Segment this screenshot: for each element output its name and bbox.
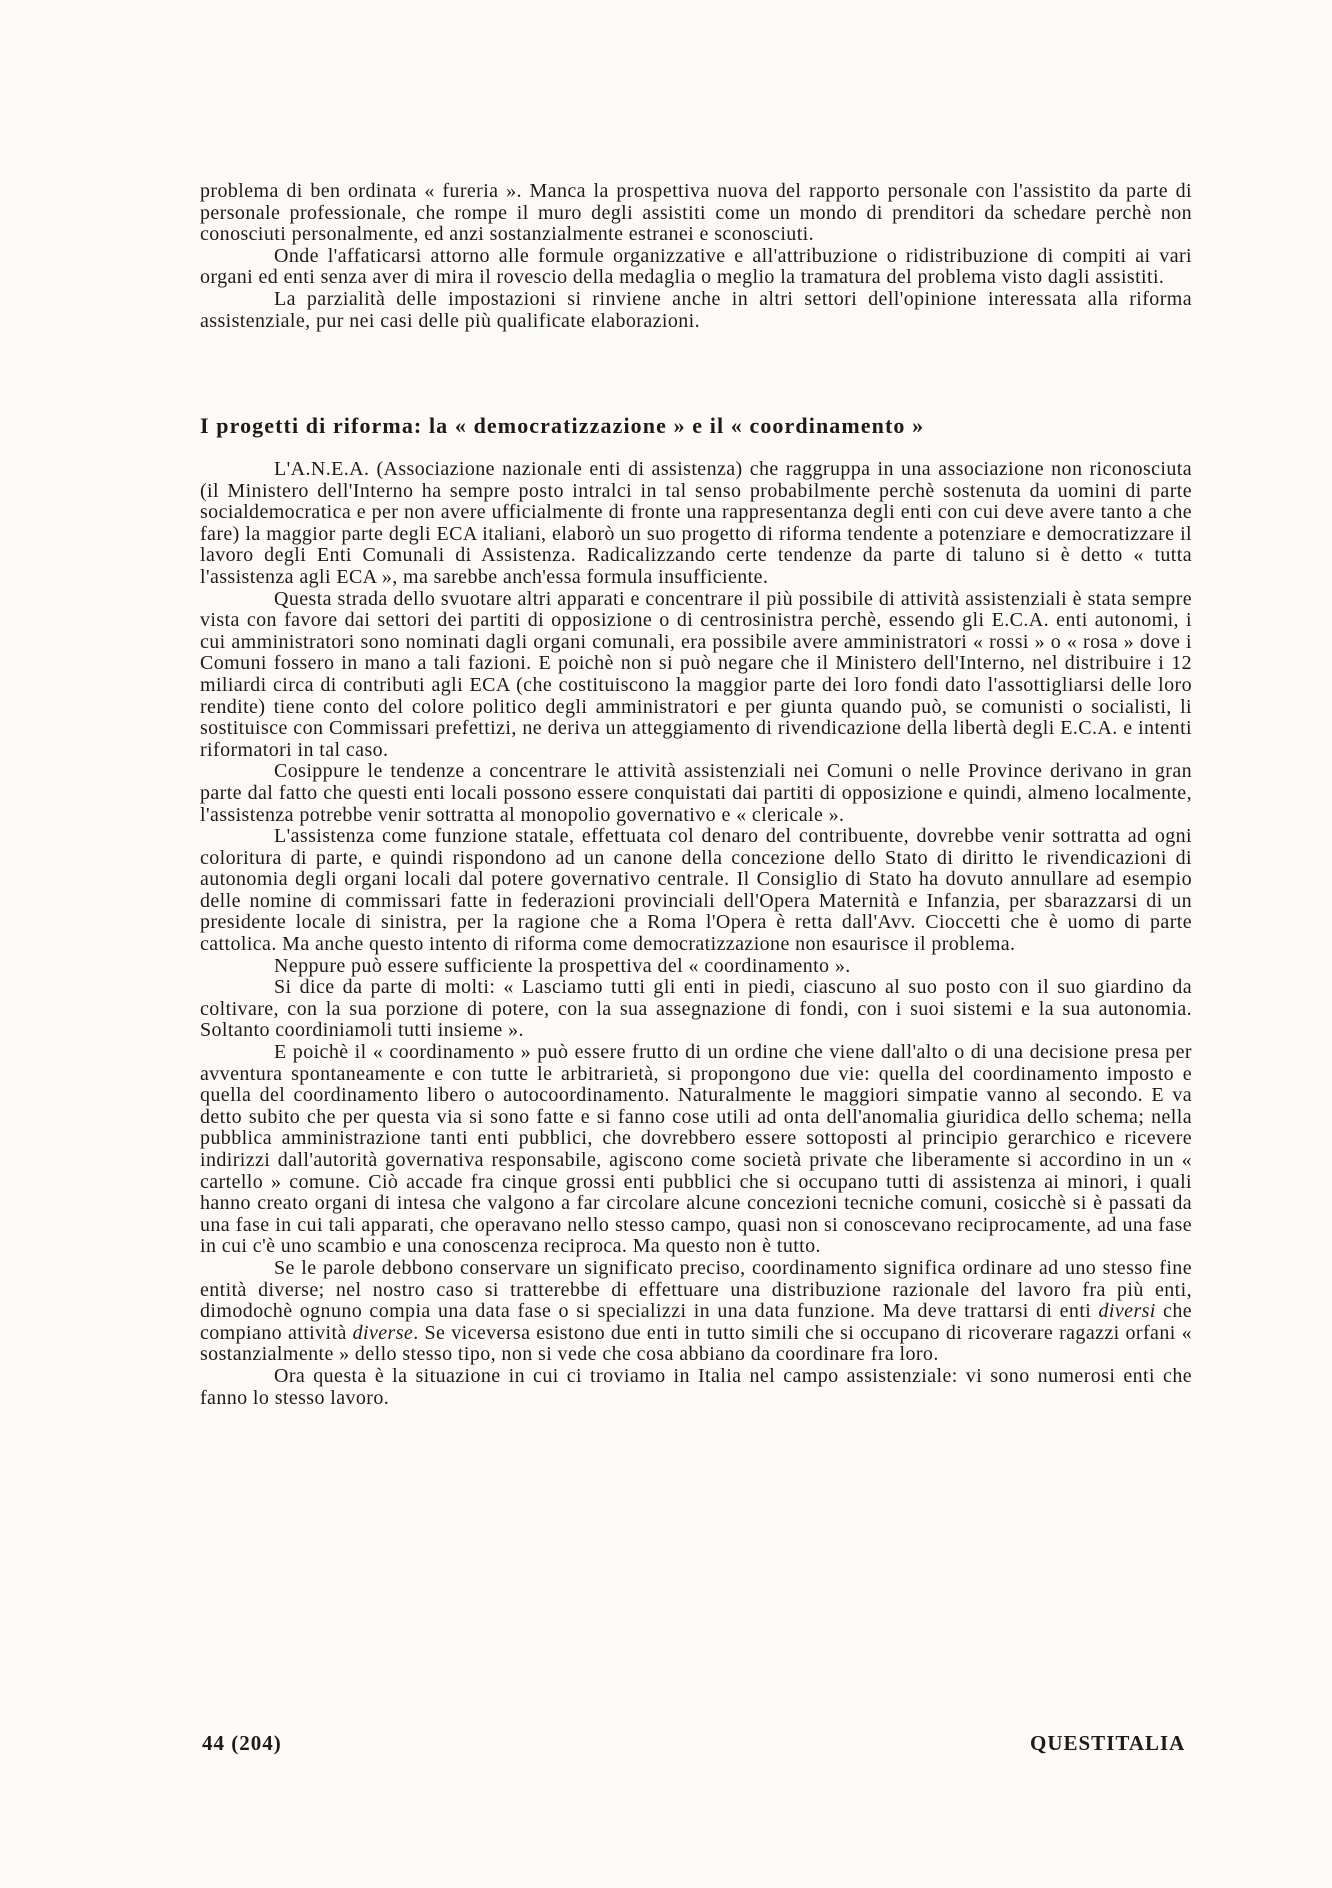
body-paragraph-7: E poichè il « coordinamento » può essere frutto di un ordine che viene dall'alto o di una decisione presa per avventura spontaneamente e con tutte le arbitrarietà, si propongono due vie: quella del coordinamento imposto e quella del coordinamento libero o autocoordinamento. Naturalmente le maggiori simpatie vanno al secondo. E va detto subito che per questa via si sono fatte e si fanno cose utili ad onta dell'anomalia giuridica dello schema; nella pubblica amministrazione tanti enti pubblici, che dovrebbero essere sottoposti al principio gerarchico e ricevere indirizzi dall'autorità governativa responsabile, agiscono come società private che liberamente si accordino in un « cartello » comune. Ciò accade fra cinque grossi enti pubblici che si occupano tutti di assistenza ai minori, i quali hanno creato organi di intesa che valgono a far circolare alcune concezioni tecniche comuni, cosicchè si è passati da una fase in cui tali apparati, che operavano nello stesso campo, quasi non si conoscevano reciprocamente, ad una fase in cui c'è uno scambio e una conoscenza reciproca. Ma questo non è tutto. (200, 1041, 1192, 1258)
main-body (200, 459, 1192, 1409)
body-paragraph-3: Cosippure le tendenze a concentrare le attività assistenziali nei Comuni o nelle Province derivano in gran parte dal fatto che questi enti locali possono essere conquistati dai partiti di opposizione e quindi, almeno localmente, l'assistenza potrebbe venir sottratta al monopolio governativo e « clericale ». (200, 760, 1192, 826)
emphasis-word: diverse (352, 1321, 414, 1344)
body-paragraph-8 (200, 1258, 1192, 1366)
paragraph-text: . Se viceversa esistono due enti in tutto simili che si occupano di ricoverare ragazzi orfani « sostanzialmente » dello stesso tipo, non si vede che cosa abbiano da coordinare fra loro. (200, 1321, 1192, 1366)
body-paragraph-5: Neppure può essere sufficiente la prospettiva del « coordinamento ». (274, 954, 851, 977)
body-paragraph-4: L'assistenza come funzione statale, effettuata col denaro del contribuente, dovrebbe venir sottratta ad ogni coloritura di parte, e quindi rispondono ad un canone della concezione dello Stato di diritto le rivendicazioni di autonomia degli organi locali dal potere governativo centrale. Il Consiglio di Stato ha dovuto annullare ad esempio delle nomine di commissari fatte in federazioni provinciali dell'Opera Maternità e Infanzia, per sbarazzarsi di un presidente locale di sinistra, per la ragione che a Roma l'Opera è retta dall'Avv. Cioccetti che è uomo di parte cattolica. Ma anche questo intento di riforma come democratizzazione non esaurisce il problema. (200, 825, 1192, 956)
body-paragraph-2: Questa strada dello svuotare altri apparati e concentrare il più possibile di attività assistenziali è stata sempre vista con favore dai settori dei partiti di opposizione o di centrosinistra perchè, essendo gli E.C.A. enti autonomi, i cui amministratori sono nominati dagli organi comunali, era possibile avere amministratori « rossi » o « rosa » dove i Comuni fossero in mano a tali fazioni. E poichè non si può negare che il Ministero dell'Interno, nel distribuire i 12 miliardi circa di contributi agli ECA (che costituiscono la maggior parte dei loro fondi dato l'assottigliarsi delle loro rendite) tiene conto del colore politico degli amministratori e per giunta quando può, se comunisti o socialisti, li sostituisce con Commissari prefettizi, ne deriva un atteggiamento di rivendicazione della libertà degli E.C.A. e intenti riformatori in tal caso. (200, 587, 1192, 761)
intro-paragraph-2: Onde l'affaticarsi attorno alle formule organizzative e all'attribuzione o ridistribuzione di compiti ai vari organi ed enti senza aver di mira il rovescio della medaglia o meglio la tramatura del problema visto dagli assistiti. (200, 244, 1192, 289)
page-number: 44 (204) (202, 1731, 282, 1755)
body-paragraph-1: L'A.N.E.A. (Associazione nazionale enti di assistenza) che raggruppa in una associazione non riconosciuta (il Ministero dell'Interno ha sempre posto intralci in tal senso probabilmente perchè sostenuta da uomini di parte socialdemocratica e per non avere ufficialmente di fronte una rappresentanza degli enti con cui deve avere tanto a che fare) la maggior parte degli ECA italiani, elaborò un suo progetto di riforma tendente a potenziare e democratizzare il lavoro degli Enti Comunali di Assistenza. Radicalizzando certe tendenze da parte di taluno si è detto « tutta l'assistenza agli ECA », ma sarebbe anch'essa formula insufficiente. (200, 458, 1192, 588)
body-paragraph-6: Si dice da parte di molti: « Lasciamo tutti gli enti in piedi, ciascuno al suo posto con il suo giardino da coltivare, con la sua porzione di potere, con la sua assegnazione di fondi, con i suoi sistemi e la sua autonomia. Soltanto coordiniamoli tutti insieme ». (200, 976, 1192, 1042)
intro-paragraph-1: problema di ben ordinata « fureria ». Manca la prospettiva nuova del rapporto personale con l'assistito da parte di personale professionale, che rompe il muro degli assistiti come un mondo di prenditori da schedare perchè non conosciuti personalmente, ed anzi sostanzialmente estranei e sconosciuti. (200, 180, 1192, 246)
journal-name: QUESTITALIA (1030, 1731, 1186, 1755)
paragraph-text: Se le parole debbono conservare un significato preciso, coordinamento significa ordinare ad uno stesso fine entità diverse; nel nostro caso si tratterebbe di effettuare una distribuzione razionale del lavoro fra più enti, dimodochè ognuno compia una data fase o si specializzi in una data funzione. Ma deve trattarsi di enti (200, 1256, 1192, 1323)
emphasis-word: diversi (1098, 1300, 1156, 1323)
body-paragraph-9: Ora questa è la situazione in cui ci troviamo in Italia nel campo assistenziale: vi sono numerosi enti che fanno lo stesso lavoro. (200, 1364, 1192, 1409)
intro-paragraph-3: La parzialità delle impostazioni si rinviene anche in altri settori dell'opinione interessata alla riforma assistenziale, pur nei casi delle più qualificate elaborazioni. (200, 287, 1192, 332)
section-heading: I progetti di riforma: la « democratizzazione » e il « coordinamento » (200, 413, 925, 438)
intro-section (200, 181, 1192, 332)
paragraph-text: che compiano attività (200, 1300, 1192, 1344)
